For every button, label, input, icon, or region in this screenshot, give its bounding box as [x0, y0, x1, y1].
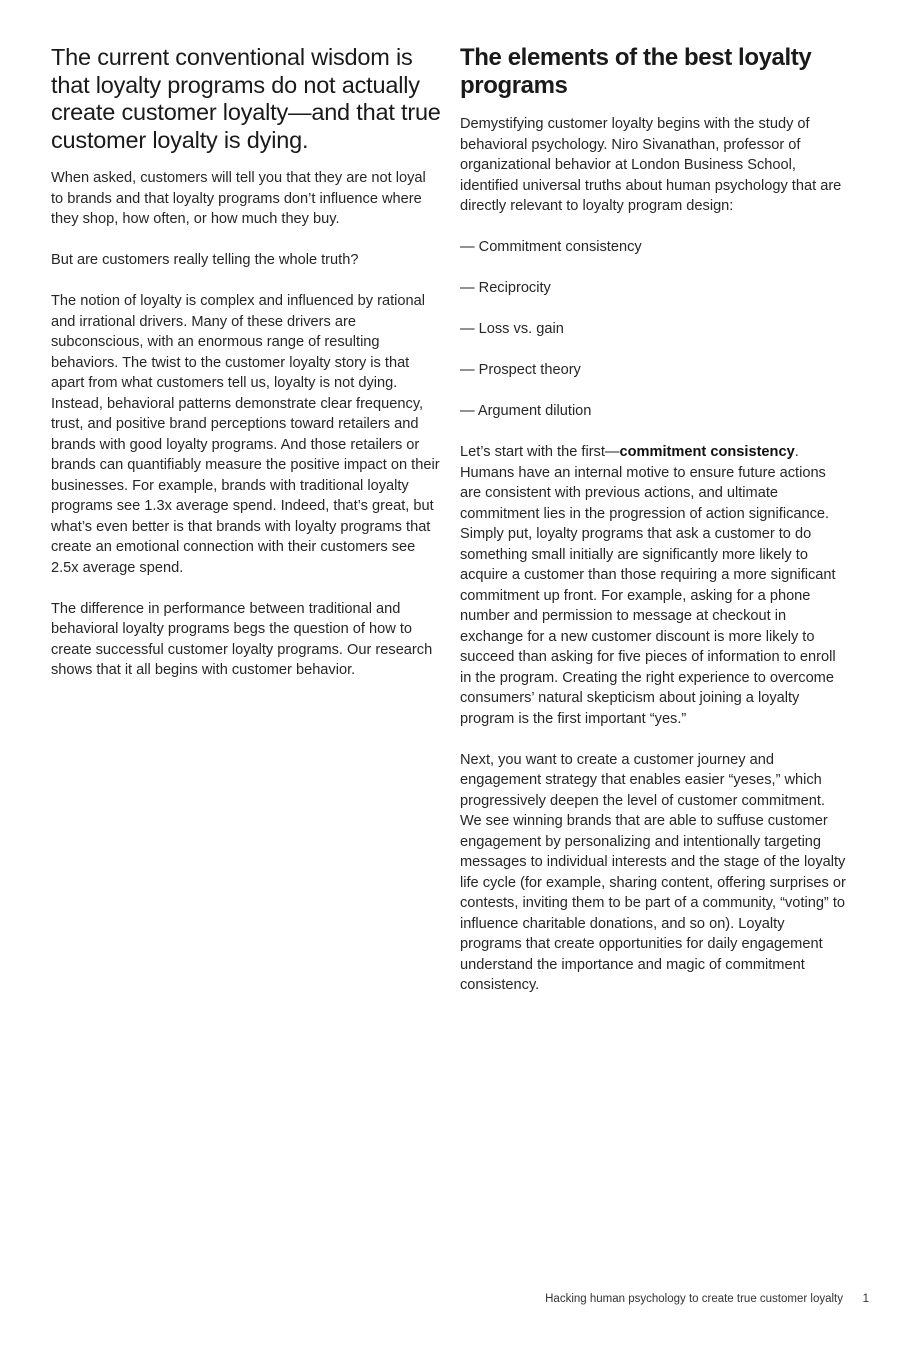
left-paragraph-1: When asked, customers will tell you that they are not loyal to brands and that loyalty programs don’t influence where they shop, how often, or how much they buy.	[51, 170, 426, 227]
intro-paragraph: Demystifying customer loyalty begins with the study of behavioral psychology. Niro Sivanathan, professor of organizational behavior at London Business School, identified universal truths about human psychology that are directly relevant to loyalty program design:	[460, 116, 842, 214]
commitment-paragraph	[460, 442, 850, 729]
list-item: — Reciprocity	[460, 280, 551, 296]
left-column	[51, 44, 441, 701]
section-heading: The elements of the best loyalty programs	[460, 44, 812, 99]
list-item: — Argument dilution	[460, 403, 592, 419]
left-paragraph-2: But are customers really telling the whole truth?	[51, 252, 359, 268]
page-number: 1	[862, 1293, 869, 1305]
list-item: — Loss vs. gain	[460, 321, 564, 337]
principles-list	[460, 237, 850, 422]
left-paragraph-4: The difference in performance between traditional and behavioral loyalty programs begs the question of how to create successful customer loyalty programs. Our research shows that it all begins with customer behavior.	[51, 600, 433, 678]
left-paragraph-3: The notion of loyalty is complex and influenced by rational and irrational drivers. Many of these drivers are subconscious, with an enormous range of resulting behaviors. The twist to the customer loyalty story is that apart from what customers tell us, loyalty is not dying. Instead, behavioral patterns demonstrate clear frequency, trust, and positive brand perceptions toward retailers and brands with good loyalty programs. And those retailers or brands can quantifiably measure the positive impact on their businesses. For example, brands with traditional loyalty programs see 1.3x average spend. Indeed, that’s great, but what’s even better is that brands with loyalty programs that create an emotional connection with their customers see 2.5x average spend.	[51, 293, 440, 576]
commitment-lead: Let’s start with the first—	[460, 444, 620, 460]
pull-quote: The current conventional wisdom is that loyalty programs do not actually create customer loyalty—and that true customer loyalty is dying.	[51, 44, 441, 153]
journey-paragraph: Next, you want to create a customer journey and engagement strategy that enables easier “yeses,” which progressively deepen the level of customer commitment. We see winning brands that are able to suffuse customer engagement by personalizing and intentionally targeting messages to individual interests and the stage of the loyalty life cycle (for example, sharing content, offering surprises or contests, inviting them to be part of a community, “voting” to influence charitable donations, and so on). Loyalty programs that create opportunities for daily engagement understand the importance and magic of commitment consistency.	[460, 751, 846, 993]
list-item: — Prospect theory	[460, 362, 581, 378]
right-column	[460, 44, 850, 1016]
footer-title: Hacking human psychology to create true customer loyalty	[545, 1293, 843, 1305]
page-footer	[0, 1293, 920, 1313]
commitment-rest: . Humans have an internal motive to ensure future actions are consistent with previous actions, and ultimate commitment lies in the progression of action significance. Simply put, loyalty programs that ask a customer to do something small initially are significantly more likely to acquire a customer than those requiring a more significant commitment up front. For example, asking for a phone number and permission to message at checkout in exchange for a new customer discount is more likely to succeed than asking for five pieces of information to enroll in the program. Creating the right experience to overcome consumers’ natural skepticism about joining a loyalty program is the first important “yes.”	[460, 444, 836, 727]
commitment-bold: commitment consistency	[619, 444, 795, 460]
list-item: — Commitment consistency	[460, 239, 642, 255]
